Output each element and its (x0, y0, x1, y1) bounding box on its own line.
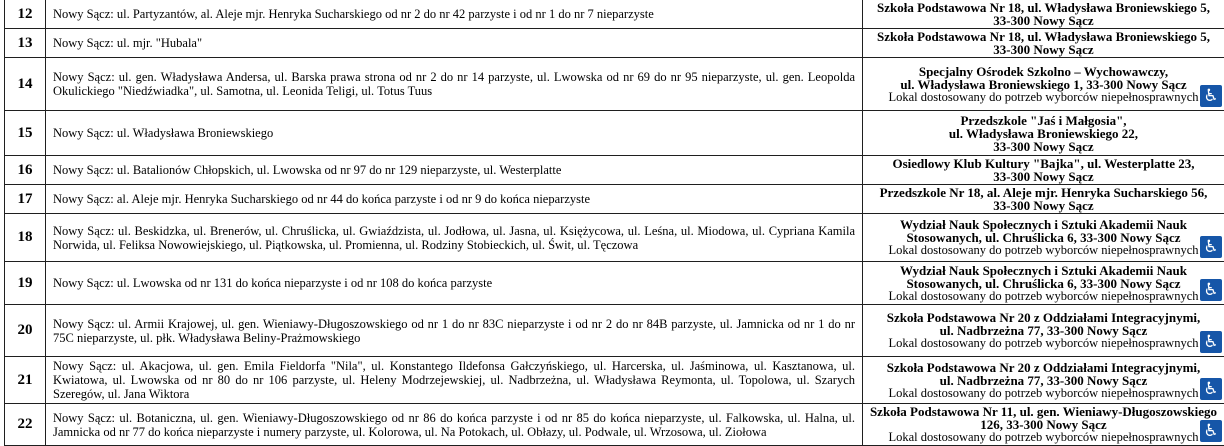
district-number: 15 (5, 111, 46, 156)
table-row (5, 185, 1224, 214)
polling-station-cell (863, 111, 1224, 156)
polling-station-line: Przedszkole "Jaś i Małgosia", (866, 114, 1221, 127)
accessibility-note: Lokal dostosowany do potrzeb wyborców niepełnosprawnych (866, 337, 1221, 350)
polling-station-line: Szkoła Podstawowa Nr 18, ul. Władysława Broniewskiego 5, (866, 30, 1221, 43)
polling-station-line: ul. Nadbrzeżna 77, 33-300 Nowy Sącz (866, 324, 1221, 337)
polling-station-line: 33-300 Nowy Sącz (866, 43, 1221, 56)
polling-station-line: Szkoła Podstawowa Nr 20 z Oddziałami Integracyjnymi, (866, 361, 1221, 374)
polling-station-cell (863, 185, 1224, 214)
table-row (5, 404, 1224, 446)
polling-station-name (866, 157, 1221, 183)
district-number: 12 (5, 0, 46, 29)
polling-station-line: Wydział Nauk Społecznych i Sztuki Akademii Nauk (866, 218, 1221, 231)
district-number: 17 (5, 185, 46, 214)
polling-station-line: 33-300 Nowy Sącz (866, 140, 1221, 153)
polling-station-line: Szkoła Podstawowa Nr 11, ul. gen. Wieniawy-Długoszowskiego (866, 405, 1221, 418)
polling-station-cell (863, 29, 1224, 58)
table-row (5, 214, 1224, 262)
district-number: 18 (5, 214, 46, 262)
district-number: 19 (5, 262, 46, 305)
district-number: 22 (5, 404, 46, 446)
polling-station-line: Stosowanych, ul. Chruślicka 6, 33-300 Nowy Sącz (866, 231, 1221, 244)
polling-station-line: 126, 33-300 Nowy Sącz (866, 418, 1221, 431)
district-area-description: Nowy Sącz: ul. mjr. "Hubala" (46, 29, 863, 58)
wheelchair-accessibility-icon: ♿ (1200, 236, 1222, 258)
district-area-description: Nowy Sącz: ul. Armii Krajowej, ul. gen. Wieniawy-Długoszowskiego od nr 1 do nr 83C nieparzyste i od nr 2 do nr 84B parzyste, ul. Jamnicka od nr 1 do nr 75C nieparzyste, ul. płk. Władysława Beliny-Prażmowskiego (46, 305, 863, 357)
polling-station-cell (863, 0, 1224, 29)
polling-station-cell (863, 214, 1224, 262)
polling-station-line: Szkoła Podstawowa Nr 18, ul. Władysława Broniewskiego 5, (866, 1, 1221, 14)
district-number: 14 (5, 58, 46, 111)
polling-station-line: ul. Władysława Broniewskiego 22, (866, 127, 1221, 140)
wheelchair-accessibility-icon: ♿ (1200, 420, 1222, 442)
polling-station-line: Szkoła Podstawowa Nr 20 z Oddziałami Integracyjnymi, (866, 311, 1221, 324)
polling-station-cell (863, 357, 1224, 404)
district-area-description: Nowy Sącz: ul. Botaniczna, ul. gen. Wieniawy-Długoszowskiego od nr 86 do końca parzyste i od nr 85 do końca nieparzyste, ul. Falkowska, ul. Halna, ul. Jamnicka od nr 77 do końca nieparzyste i numery parzyste, ul. Kolorowa, ul. Na Potokach, ul. Obłazy, ul. Podwale, ul. Wrzosowa, ul. Ziołowa (46, 404, 863, 446)
table-row (5, 58, 1224, 111)
wheelchair-accessibility-icon: ♿ (1200, 378, 1222, 400)
table-row (5, 111, 1224, 156)
polling-station-line: 33-300 Nowy Sącz (866, 170, 1221, 183)
polling-station-name (866, 218, 1221, 244)
table-row (5, 262, 1224, 305)
polling-station-cell (863, 305, 1224, 357)
polling-station-name (866, 405, 1221, 431)
table-row (5, 156, 1224, 185)
electoral-districts-table (4, 0, 1224, 446)
wheelchair-accessibility-icon: ♿ (1200, 331, 1222, 353)
district-number: 16 (5, 156, 46, 185)
district-number: 13 (5, 29, 46, 58)
polling-station-line: ul. Władysława Broniewskiego 1, 33-300 Nowy Sącz (866, 78, 1221, 91)
wheelchair-accessibility-icon: ♿ (1200, 85, 1222, 107)
polling-station-name (866, 1, 1221, 27)
accessibility-note: Lokal dostosowany do potrzeb wyborców niepełnosprawnych (866, 431, 1221, 444)
accessibility-note: Lokal dostosowany do potrzeb wyborców niepełnosprawnych (866, 387, 1221, 400)
wheelchair-accessibility-icon: ♿ (1200, 279, 1222, 301)
polling-station-name (866, 114, 1221, 153)
accessibility-note: Lokal dostosowany do potrzeb wyborców niepełnosprawnych (866, 244, 1221, 257)
polling-station-line: 33-300 Nowy Sącz (866, 14, 1221, 27)
district-area-description: Nowy Sącz: ul. Władysława Broniewskiego (46, 111, 863, 156)
table-row (5, 29, 1224, 58)
district-area-description: Nowy Sącz: ul. Batalionów Chłopskich, ul. Lwowska od nr 97 do nr 129 nieparzyste, ul. Westerplatte (46, 156, 863, 185)
polling-station-cell (863, 156, 1224, 185)
polling-station-name (866, 186, 1221, 212)
polling-station-cell (863, 58, 1224, 111)
polling-station-name (866, 65, 1221, 91)
district-number: 21 (5, 357, 46, 404)
polling-station-line: Wydział Nauk Społecznych i Sztuki Akademii Nauk (866, 264, 1221, 277)
district-area-description: Nowy Sącz: ul. Partyzantów, al. Aleje mjr. Henryka Sucharskiego od nr 2 do nr 42 parzyste i od nr 1 do nr 7 nieparzyste (46, 0, 863, 29)
polling-station-cell (863, 404, 1224, 446)
polling-station-cell (863, 262, 1224, 305)
polling-station-name (866, 361, 1221, 387)
table-row (5, 0, 1224, 29)
polling-station-line: ul. Nadbrzeżna 77, 33-300 Nowy Sącz (866, 374, 1221, 387)
table-row (5, 357, 1224, 404)
polling-station-line: Przedszkole Nr 18, al. Aleje mjr. Henryka Sucharskiego 56, (866, 186, 1221, 199)
polling-station-line: Osiedlowy Klub Kultury "Bajka", ul. Westerplatte 23, (866, 157, 1221, 170)
table-row (5, 305, 1224, 357)
district-number: 20 (5, 305, 46, 357)
accessibility-note: Lokal dostosowany do potrzeb wyborców niepełnosprawnych (866, 290, 1221, 303)
polling-station-line: Stosowanych, ul. Chruślicka 6, 33-300 Nowy Sącz (866, 277, 1221, 290)
district-area-description: Nowy Sącz: al. Aleje mjr. Henryka Sucharskiego od nr 44 do końca parzyste i od nr 9 do końca nieparzyste (46, 185, 863, 214)
polling-station-line: Specjalny Ośrodek Szkolno – Wychowawczy, (866, 65, 1221, 78)
polling-station-name (866, 264, 1221, 290)
district-area-description: Nowy Sącz: ul. Lwowska od nr 131 do końca nieparzyste i od nr 108 do końca parzyste (46, 262, 863, 305)
district-area-description: Nowy Sącz: ul. gen. Władysława Andersa, ul. Barska prawa strona od nr 2 do nr 14 parzyste, ul. Lwowska od nr 69 do nr 95 nieparzyste, ul. gen. Leopolda Okulickiego "Niedźwiadka", ul. Samotna, ul. Leonida Teligi, ul. Totus Tuus (46, 58, 863, 111)
district-area-description: Nowy Sącz: ul. Akacjowa, ul. gen. Emila Fieldorfa "Nila", ul. Konstantego Ildefonsa Gałczyńskiego, ul. Harcerska, ul. Jaśminowa, ul. Kasztanowa, ul. Kwiatowa, ul. Lwowska od nr 80 do nr 106 parzyste, ul. Heleny Modrzejewskiej, ul. Nadbrzeżna, ul. Władysława Reymonta, ul. Topolowa, ul. Szarych Szeregów, ul. Jana Wiktora (46, 357, 863, 404)
polling-station-name (866, 30, 1221, 56)
polling-station-line: 33-300 Nowy Sącz (866, 199, 1221, 212)
polling-station-name (866, 311, 1221, 337)
district-area-description: Nowy Sącz: ul. Beskidzka, ul. Brenerów, ul. Chruślicka, ul. Gwiaździsta, ul. Jodłowa, ul. Jasna, ul. Księżycowa, ul. Leśna, ul. Miodowa, ul. Cypriana Kamila Norwida, ul. Feliksa Nowowiejskiego, ul. Piątkowska, ul. Promienna, ul. Rodziny Stobieckich, ul. Świt, ul. Tęczowa (46, 214, 863, 262)
accessibility-note: Lokal dostosowany do potrzeb wyborców niepełnosprawnych (866, 91, 1221, 104)
